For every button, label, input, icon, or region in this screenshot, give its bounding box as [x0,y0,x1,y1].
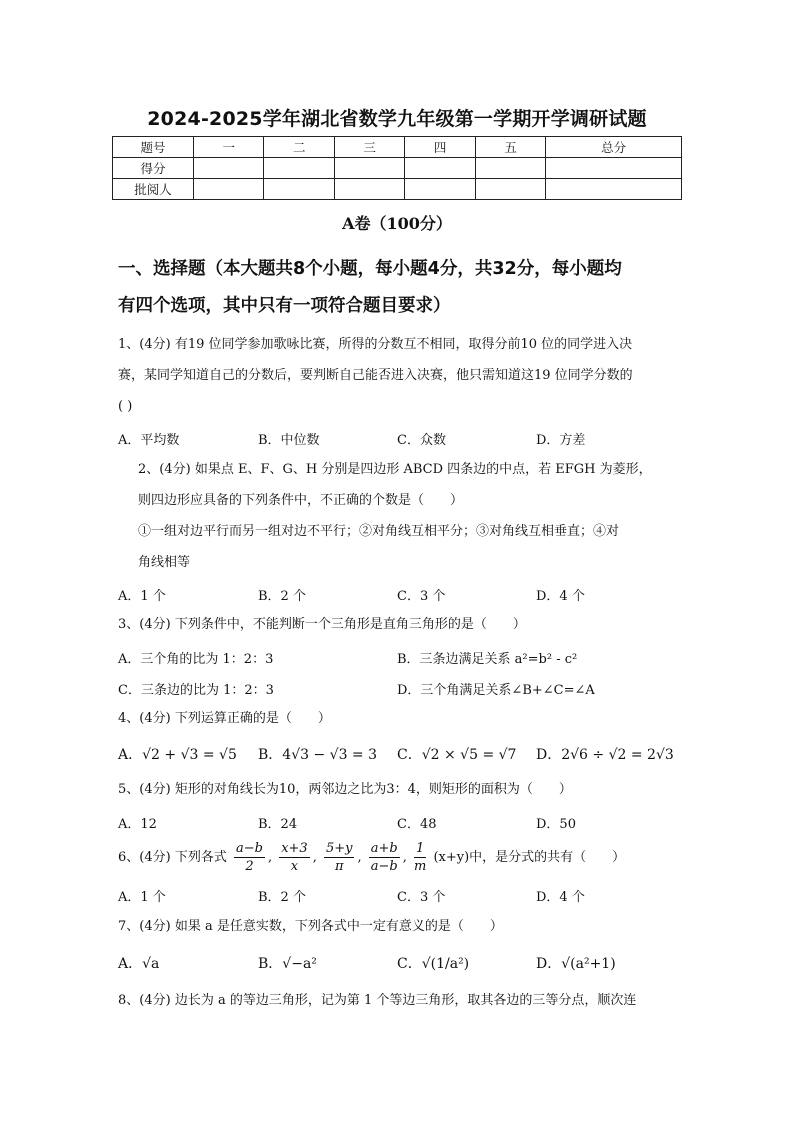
fraction-numerator: 5+y [325,841,353,856]
table-cell [475,179,545,200]
option-d: D．2√6 ÷ √2 = 2√3 [536,747,674,763]
option-c: C．48 [397,817,437,832]
q3-options-row1 [118,648,688,672]
table-cell [405,158,475,179]
option-d: D．4 个 [536,589,585,604]
q1-text-line2: 赛，某同学知道自己的分数后，要判断自己能否进入决赛，他只需知道这19 位同学分数的 [118,368,633,383]
table-cell: 题号 [113,137,194,158]
table-cell: 二 [264,137,334,158]
fraction [234,840,265,875]
table-cell [475,158,545,179]
q1-text-line3: ( ) [118,399,133,414]
fraction [324,840,355,875]
option-c: C．三条边的比为 1：2：3 [118,683,274,698]
q3-options-row2 [118,679,688,703]
fraction-denominator: 2 [245,859,254,874]
table-row [113,179,682,200]
option-b: B．24 [258,817,298,832]
option-d: D．4 个 [536,890,585,905]
fraction [414,840,426,875]
part1-heading-line1: 一、选择题（本大题共8个小题，每小题4分，共32分，每小题均 [118,259,622,279]
option-c: C．3 个 [397,890,446,905]
table-cell [194,179,264,200]
q5-text: 5、(4分) 矩形的对角线长为10，两邻边之比为3：4，则矩形的面积为（ ） [118,782,572,797]
option-d: D．50 [536,817,576,832]
option-d: D．方差 [536,433,586,448]
fraction-denominator: a−b [370,859,398,874]
score-table [112,136,682,200]
option-b: B．三条边满足关系 a²=b² - c² [397,652,578,667]
q4-text: 4、(4分) 下列运算正确的是（ ） [118,711,331,726]
option-a: A．三个角的比为 1：2：3 [118,652,274,667]
fraction-numerator: a+b [370,841,398,856]
q1-text-line1: 1、(4分) 有19 位同学参加歌咏比赛，所得的分数互不相同，取得分前10 位的同学进入决 [118,337,633,352]
option-b: B．√−a² [258,956,317,972]
fraction-denominator: m [413,859,427,874]
option-d: D．√(a²+1) [536,956,616,972]
option-a: A．√a [118,956,160,972]
table-cell: 得分 [113,158,194,179]
q2-text-line3: ①一组对边平行而另一组对边不平行；②对角线互相平分；③对角线互相垂直；④对 [138,524,620,539]
table-cell [334,179,404,200]
q6-options [118,886,688,910]
q2-options [118,585,688,609]
option-b: B．2 个 [258,589,306,604]
option-a: A．1 个 [118,589,166,604]
table-row [113,137,682,158]
table-cell [264,179,334,200]
table-cell [334,158,404,179]
option-b: B．中位数 [258,433,320,448]
fraction-numerator: 1 [414,840,426,858]
q2-text-line2: 则四边形应具备的下列条件中，不正确的个数是（ ） [138,493,464,508]
q3-text: 3、(4分) 下列条件中，不能判断一个三角形是直角三角形的是（ ） [118,617,526,632]
option-a: A．1 个 [118,890,166,905]
q1-options [118,429,688,453]
table-cell: 三 [334,137,404,158]
q6-suffix: (x+y)中，是分式的共有（ ） [433,850,626,865]
table-cell: 五 [475,137,545,158]
option-b: B．4√3 − √3 = 3 [258,747,378,763]
table-cell: 一 [194,137,264,158]
option-d: D．三个角满足关系∠B+∠C=∠A [397,683,595,698]
table-cell [546,179,682,200]
fraction-numerator: x+3 [281,841,308,856]
fraction-numerator: a−b [235,841,263,856]
q8-text: 8、(4分) 边长为 a 的等边三角形，记为第 1 个等边三角形，取其各边的三等分点，顺次连 [118,993,637,1008]
q2-text-line4: 角线相等 [138,555,191,570]
q2-text-line1: 2、(4分) 如果点 E、F、G、H 分别是四边形 ABCD 四条边的中点，若 EFGH 为菱形， [138,462,652,477]
page-title: 2024-2025学年湖北省数学九年级第一学期开学调研试题 [147,108,647,130]
q7-options [118,953,688,977]
option-a: A．√2 + √3 = √5 [118,747,237,763]
fraction-denominator: π [334,859,344,874]
option-c: C．众数 [397,433,446,448]
table-cell: 批阅人 [113,179,194,200]
table-cell: 四 [405,137,475,158]
option-b: B．2 个 [258,890,306,905]
part1-heading-line2: 有四个选项，其中只有一项符合题目要求） [118,296,451,316]
table-cell: 总分 [546,137,682,158]
fraction [369,840,400,875]
option-c: C．3 个 [397,589,446,604]
section-a-title: A卷（100分） [342,214,452,233]
q4-options [118,744,688,768]
table-cell [194,158,264,179]
option-a: A．平均数 [118,433,180,448]
fraction-denominator: x [290,859,299,874]
table-cell [405,179,475,200]
table-row [113,158,682,179]
q6-text: 6、(4分) 下列各式 $\frac{a-b}{2}$ , $\frac{x+3}{x}$ , $\frac{5+y}{\pi}$ , $\frac{a+b}{a-b}$ , $\frac{1}{m}$ (x+y)中，是分式的共有（ ） [118,841,626,874]
q6-prefix: 6、(4分) 下列各式 [118,850,227,865]
option-c: C．√2 × √5 = √7 [397,747,517,763]
fraction [279,840,310,875]
table-cell [264,158,334,179]
q7-text: 7、(4分) 如果 a 是任意实数，下列各式中一定有意义的是（ ） [118,919,503,934]
table-cell [546,158,682,179]
q5-options [118,813,688,837]
option-c: C．√(1/a²) [397,956,470,972]
option-a: A．12 [118,817,157,832]
